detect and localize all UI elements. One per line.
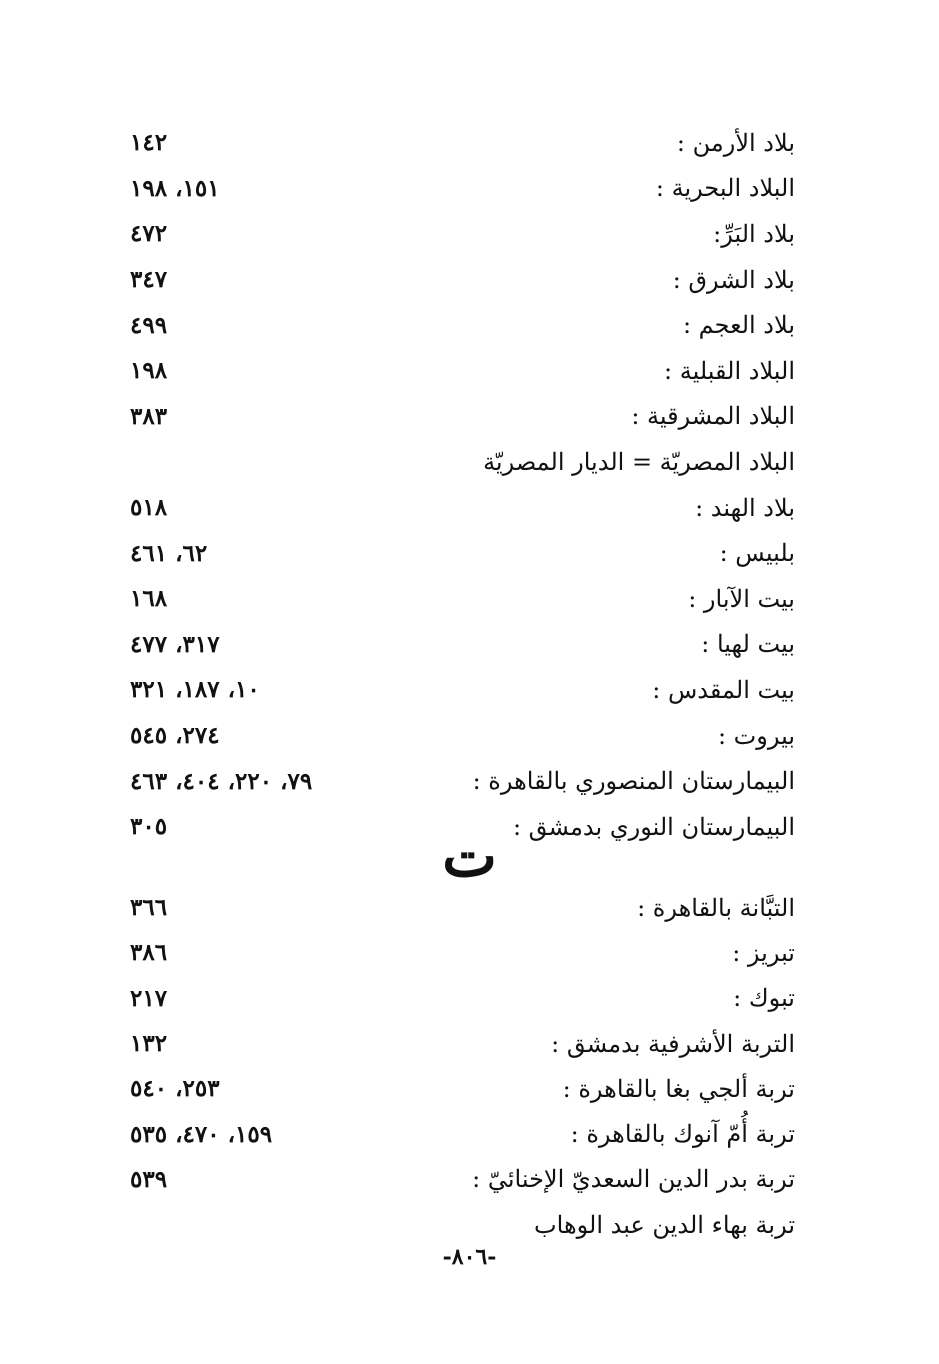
- index-entry: [130, 1157, 795, 1202]
- entry-name: البيمارستان المنصوري بالقاهرة :: [472, 767, 795, 796]
- entry-pages: ٦٢، ٤٦١: [130, 539, 208, 567]
- entry-name: بيروت :: [717, 721, 795, 750]
- entry-pages: ٢٧٤، ٥٤٥: [130, 722, 220, 750]
- entry-pages: ١٠، ١٨٧، ٣٢١: [130, 676, 260, 704]
- entry-name: بيت لهيا :: [701, 630, 795, 659]
- index-entry: [130, 576, 795, 622]
- entry-pages: ٣٨٣: [130, 402, 168, 430]
- index-entry: [130, 166, 795, 212]
- index-entry: [130, 120, 795, 166]
- entry-pages: ٤٩٩: [130, 311, 168, 339]
- entry-pages: ٢٥٣، ٥٤٠: [130, 1075, 220, 1103]
- index-entry: [130, 257, 795, 303]
- entry-pages: ١٦٨: [130, 585, 168, 613]
- section-letter-heading: ت: [442, 822, 497, 890]
- entry-name: البلاد البحرية :: [655, 174, 795, 203]
- entry-name: البيمارستان النوري بدمشق :: [512, 812, 795, 841]
- entry-name: البلاد القبلية :: [664, 356, 795, 385]
- entry-name: البلاد المصريّة = الديار المصريّة: [483, 447, 795, 476]
- index-entry: [130, 713, 795, 759]
- index-entry: [130, 439, 795, 485]
- entry-pages: ٣١٧، ٤٧٧: [130, 630, 220, 658]
- index-entry: [130, 485, 795, 531]
- entry-name: تربة أُمّ آنوك بالقاهرة :: [570, 1120, 795, 1149]
- entry-pages: ٣٦٦: [130, 894, 168, 922]
- entry-name: تربة بدر الدين السعديّ الإخنائيّ :: [472, 1165, 795, 1194]
- entry-name: بلبيس :: [719, 539, 795, 568]
- entry-pages: ٥٣٩: [130, 1165, 168, 1193]
- entry-name: تربة بهاء الدين عبد الوهاب: [534, 1210, 795, 1239]
- entry-name: بلاد الهند :: [695, 493, 795, 522]
- entry-pages: ٤٧٢: [130, 220, 168, 248]
- index-entry: [130, 1202, 795, 1247]
- index-entry: [130, 667, 795, 713]
- index-entries-bottom: [130, 885, 795, 1247]
- index-entry: [130, 348, 795, 394]
- index-entry: [130, 976, 795, 1021]
- entry-pages: ٣٨٦: [130, 939, 168, 967]
- entry-name: تربة ألجي بغا بالقاهرة :: [562, 1074, 795, 1103]
- entry-pages: ٧٩، ٢٢٠، ٤٠٤، ٤٦٣: [130, 767, 313, 795]
- index-entry: [130, 1066, 795, 1111]
- entry-name: تبوك :: [733, 984, 795, 1013]
- index-entry: [130, 394, 795, 440]
- index-entries-top: [130, 120, 795, 850]
- index-entry: [130, 302, 795, 348]
- entry-name: البلاد المشرقية :: [631, 402, 795, 431]
- index-entry: [130, 885, 795, 930]
- index-entry: [130, 622, 795, 668]
- index-entry: [130, 211, 795, 257]
- index-entry: [130, 530, 795, 576]
- entry-name: بلاد العجم :: [682, 311, 795, 340]
- entry-name: بلاد البَرِّ:: [713, 219, 795, 248]
- entry-pages: ١٩٨: [130, 357, 168, 385]
- entry-pages: ٣٠٥: [130, 813, 168, 841]
- entry-pages: ١٤٢: [130, 129, 168, 157]
- index-entry: [130, 758, 795, 804]
- entry-pages: ١٥٩، ٤٧٠، ٥٣٥: [130, 1120, 273, 1148]
- entry-pages: ١٣٢: [130, 1030, 168, 1058]
- entry-pages: ٣٤٧: [130, 266, 168, 294]
- entry-pages: ٥١٨: [130, 494, 168, 522]
- entry-name: بلاد الشرق :: [672, 265, 795, 294]
- entry-name: التربة الأشرفية بدمشق :: [551, 1029, 795, 1058]
- entry-name: تبريز :: [732, 938, 795, 967]
- page-number: -٨٠٦-: [442, 1244, 497, 1270]
- entry-name: بيت المقدس :: [652, 675, 795, 704]
- entry-name: بلاد الأرمن :: [676, 128, 795, 157]
- entry-pages: ١٥١، ١٩٨: [130, 174, 220, 202]
- entry-name: بيت الآبار :: [688, 584, 795, 613]
- entry-pages: ٢١٧: [130, 984, 168, 1012]
- index-entry: [130, 1111, 795, 1156]
- entry-name: التبَّانة بالقاهرة :: [637, 893, 795, 922]
- index-entry: [130, 1021, 795, 1066]
- index-entry: [130, 930, 795, 975]
